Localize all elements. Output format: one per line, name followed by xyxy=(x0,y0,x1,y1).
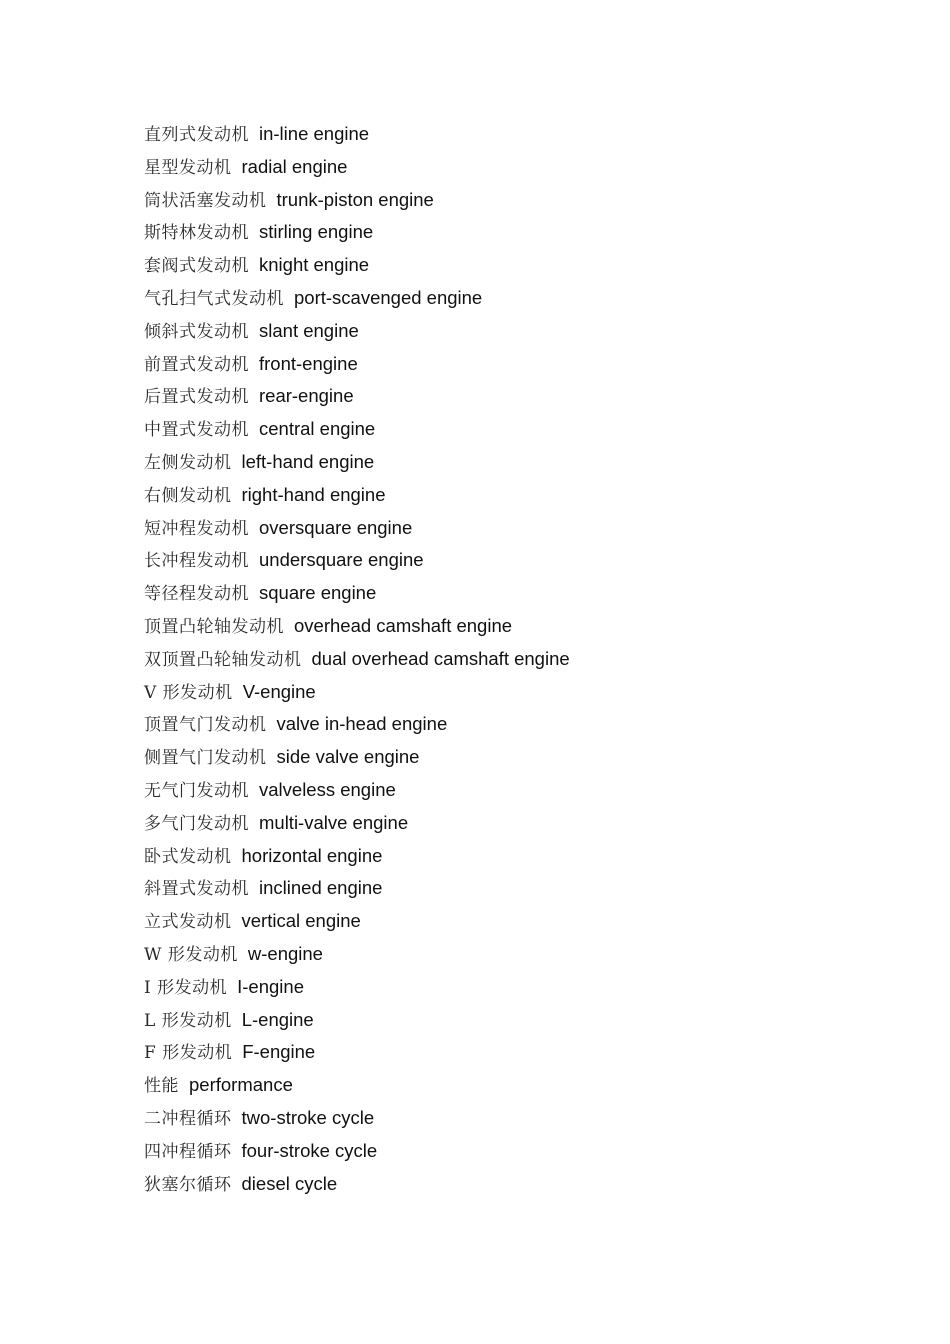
english-term: dual overhead camshaft engine xyxy=(311,647,570,669)
glossary-entry xyxy=(144,807,904,840)
glossary-entry xyxy=(144,905,904,938)
english-term: undersquare engine xyxy=(259,549,424,571)
glossary-entry xyxy=(144,479,904,512)
glossary-entry xyxy=(144,118,904,151)
glossary-entry xyxy=(144,1069,904,1102)
chinese-term: L 形发动机 xyxy=(144,1010,232,1031)
english-term: performance xyxy=(189,1074,293,1096)
glossary-entry xyxy=(144,577,904,610)
chinese-term: 倾斜式发动机 xyxy=(144,321,249,342)
english-term: side valve engine xyxy=(276,746,420,768)
glossary-entry xyxy=(144,249,904,282)
glossary-entry xyxy=(144,840,904,873)
chinese-term: 卧式发动机 xyxy=(144,846,232,867)
english-term: right-hand engine xyxy=(241,483,386,505)
glossary-entry xyxy=(144,676,904,709)
english-term: valveless engine xyxy=(259,778,396,800)
glossary-entry xyxy=(144,446,904,479)
chinese-term: W 形发动机 xyxy=(144,944,238,965)
glossary-entry xyxy=(144,512,904,545)
glossary-entry xyxy=(144,544,904,577)
glossary-entry xyxy=(144,1135,904,1168)
english-term: I-engine xyxy=(237,975,304,997)
glossary-entry xyxy=(144,348,904,381)
english-term: valve in-head engine xyxy=(276,713,448,735)
english-term: radial engine xyxy=(241,155,348,177)
chinese-term: 狄塞尔循环 xyxy=(144,1174,232,1195)
chinese-term: 多气门发动机 xyxy=(144,813,249,834)
chinese-term: 无气门发动机 xyxy=(144,780,249,801)
glossary-entry xyxy=(144,938,904,971)
glossary-entry xyxy=(144,610,904,643)
chinese-term: 直列式发动机 xyxy=(144,125,249,145)
chinese-term: 右侧发动机 xyxy=(144,485,232,506)
glossary-list xyxy=(144,118,904,1200)
chinese-term: 侧置气门发动机 xyxy=(144,748,267,769)
glossary-entry xyxy=(144,216,904,249)
glossary-entry xyxy=(144,741,904,774)
chinese-term: 短冲程发动机 xyxy=(144,518,249,539)
glossary-entry xyxy=(144,282,904,315)
english-term: overhead camshaft engine xyxy=(294,614,513,636)
chinese-term: 斜置式发动机 xyxy=(144,879,249,900)
english-term: knight engine xyxy=(259,254,370,276)
english-term: multi-valve engine xyxy=(259,811,409,833)
english-term: in-line engine xyxy=(259,123,370,144)
glossary-entry xyxy=(144,151,904,184)
english-term: two-stroke cycle xyxy=(241,1106,375,1128)
glossary-entry xyxy=(144,872,904,905)
english-term: L-engine xyxy=(241,1008,314,1030)
english-term: central engine xyxy=(259,418,376,440)
chinese-term: 套阀式发动机 xyxy=(144,256,249,277)
chinese-term: 斯特林发动机 xyxy=(144,223,249,244)
chinese-term: 左侧发动机 xyxy=(144,452,232,473)
english-term: w-engine xyxy=(247,942,323,964)
chinese-term: 二冲程循环 xyxy=(144,1108,232,1129)
chinese-term: 立式发动机 xyxy=(144,912,232,933)
chinese-term: 星型发动机 xyxy=(144,157,232,178)
english-term: horizontal engine xyxy=(241,844,383,866)
glossary-entry xyxy=(144,1036,904,1069)
glossary-entry xyxy=(144,971,904,1004)
glossary-entry xyxy=(144,380,904,413)
glossary-entry xyxy=(144,1102,904,1135)
chinese-term: 中置式发动机 xyxy=(144,420,249,441)
english-term: V-engine xyxy=(242,680,316,702)
chinese-term: 顶置凸轮轴发动机 xyxy=(144,616,284,637)
chinese-term: 等径程发动机 xyxy=(144,584,249,605)
chinese-term: 长冲程发动机 xyxy=(144,551,249,572)
glossary-entry xyxy=(144,315,904,348)
chinese-term: V 形发动机 xyxy=(144,682,233,703)
english-term: diesel cycle xyxy=(241,1172,338,1194)
chinese-term: 气孔扫气式发动机 xyxy=(144,288,284,309)
glossary-entry xyxy=(144,708,904,741)
chinese-term: 后置式发动机 xyxy=(144,387,249,408)
chinese-term: F 形发动机 xyxy=(144,1043,233,1064)
english-term: inclined engine xyxy=(259,877,383,899)
chinese-term: 顶置气门发动机 xyxy=(144,715,267,736)
english-term: trunk-piston engine xyxy=(276,188,434,210)
glossary-entry xyxy=(144,1004,904,1037)
chinese-term: I 形发动机 xyxy=(144,977,228,998)
english-term: oversquare engine xyxy=(259,516,413,538)
english-term: front-engine xyxy=(259,352,358,374)
english-term: slant engine xyxy=(259,319,359,341)
chinese-term: 四冲程循环 xyxy=(144,1141,232,1162)
chinese-term: 双顶置凸轮轴发动机 xyxy=(144,649,302,670)
glossary-entry xyxy=(144,413,904,446)
chinese-term: 性能 xyxy=(144,1076,179,1097)
glossary-entry xyxy=(144,774,904,807)
english-term: left-hand engine xyxy=(241,450,375,472)
chinese-term: 筒状活塞发动机 xyxy=(144,190,267,211)
english-term: stirling engine xyxy=(259,221,374,243)
english-term: vertical engine xyxy=(241,910,361,932)
english-term: four-stroke cycle xyxy=(241,1139,378,1161)
glossary-entry xyxy=(144,1168,904,1201)
english-term: square engine xyxy=(259,582,377,604)
english-term: F-engine xyxy=(242,1041,316,1063)
glossary-entry xyxy=(144,643,904,676)
glossary-entry xyxy=(144,184,904,217)
english-term: rear-engine xyxy=(259,385,354,407)
chinese-term: 前置式发动机 xyxy=(144,354,249,375)
english-term: port-scavenged engine xyxy=(294,286,483,308)
